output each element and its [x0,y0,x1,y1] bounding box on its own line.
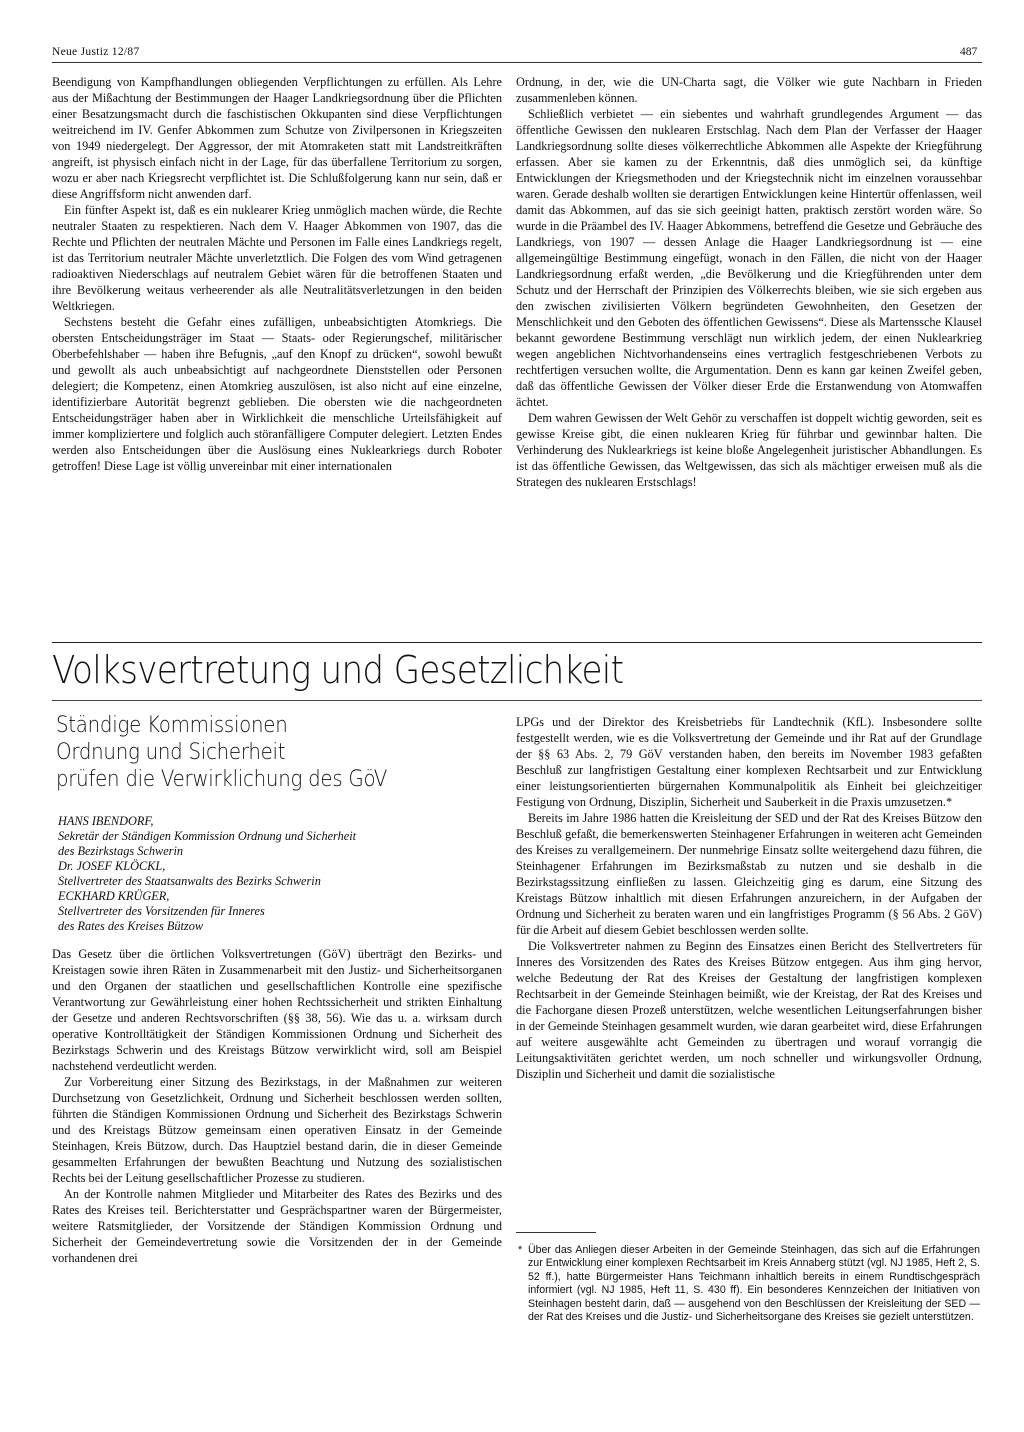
author-line: Stellvertreter des Vorsitzenden für Inneres [58,904,265,918]
article-title-line: prüfen die Verwirklichung des GöV [56,767,388,792]
footnote-marker: * [518,1244,523,1256]
section-rule-bottom [52,700,982,701]
paragraph: Bereits im Jahre 1986 hatten die Kreisleitung der SED und der Rat des Kreises Bützow den Beschluß gefaßt, die bemerkenswerten Steinhagener Erfahrungen in weiteren acht Gemeinden des Kreises zu verallgemeinern. Der nunmehrige Einsatz sollte weitergehend dazu führen, die Steinhagener Erfahrungen im Bezirksmaßstab zu nutzen und sie deshalb in die Bezirkstagssitzung einfließen zu lassen. Gleichzeitig ging es darum, eine Sitzung des Kreistags Bützow inhaltlich mit diesen Erfahrungen anzureichern, in der Aufgaben der Ordnung und Sicherheit zu beraten waren und ein langfristiges Programm (§ 56 Abs. 2 GöV) für die Arbeit auf diesem Gebiet beschlossen werden sollte. [516,811,982,937]
section-title: Volksvertretung und Gesetzlichkeit [52,648,624,692]
article-title-line: Ordnung und Sicherheit [56,740,286,765]
paragraph: Dem wahren Gewissen der Welt Gehör zu verschaffen ist doppelt wichtig geworden, seit es gewisse Kreise gibt, die einen nuklearen Krieg für führbar und gewinnbar halten. Die Verhinderung des Nuklearkriegs ist keine bloße Angelegenheit juristischer Abhandlungen. Es ist das öffentliche Gewissen, das Weltgewissen, das sich als mächtiger erweisen muß als die Strategen des nuklearen Erstschlags! [516,411,982,489]
author-line: Stellvertreter des Staatsanwalts des Bezirks Schwerin [58,874,321,888]
text-column-top-left [52,74,502,474]
text-column-bottom-right [516,714,982,1082]
article-title-line: Ständige Kommissionen [56,713,288,738]
author-line: Dr. JOSEF KLÖCKL, [58,859,166,873]
author-block [58,814,508,934]
header-rule [52,62,982,63]
author-line: HANS IBENDORF, [58,814,154,828]
paragraph: An der Kontrolle nahmen Mitglieder und Mitarbeiter des Rates des Bezirks und des Rates des Kreises teil. Berichterstatter und Gesprächspartner waren der Bürgermeister, weitere Ratsmitglieder, der Vorsitzende der Ständigen Kommission Ordnung und Sicherheit der Gemeindevertretung sowie die Vorsitzenden der in der Gemeinde vorhandenen drei [52,1187,502,1265]
footnote-text: Über das Anliegen dieser Arbeiten in der Gemeinde Steinhagen, das sich auf die Erfahrungen zur Entwicklung einer komplexen Rechtsarbeit im Kreis Annaberg stützt (vgl. NJ 1985, Heft 2, S. 52 ff.), hatte Bürgermeister Hans Teichmann inhaltlich bereits in einem Rundtischgespräch informiert (vgl. NJ 1985, Heft 11, S. 430 ff). Ein besonderes Kennzeichen der Initiativen von Steinhagen besteht darin, daß — ausgehend von den Beschlüssen der Kreisleitung der SED — der Rat des Kreises und die Justiz- und Sicherheitsorgane des Kreises sie gezielt unterstützen. [528,1244,980,1324]
paragraph: Zur Vorbereitung einer Sitzung des Bezirkstags, in der Maßnahmen zur weiteren Durchsetzung von Gesetzlichkeit, Ordnung und Sicherheit beschlossen werden sollten, führten die Ständigen Kommissionen Ordnung und Sicherheit des Bezirkstags Schwerin und des Kreistags Bützow gemeinsam einen operativen Einsatz in der Gemeinde Steinhagen, Kreis Bützow, durch. Das Hauptziel bestand darin, die in dieser Gemeinde gesammelten Erfahrungen der bewußten Beachtung und Nutzung des sozialistischen Rechts bei der Leitung gesellschaftlicher Prozesse zu studieren. [52,1075,502,1185]
paragraph: Schließlich verbietet — ein siebentes und wahrhaft grundlegendes Argument — das öffentliche Gewissen den nuklearen Erstschlag. Nach dem Plan der Verfasser der Haager Landkriegsordnung sollte dieses völkerrechtliche Abkommen alle Aspekte der Kriegführung erfassen. Aber sie kamen zu der Erkenntnis, daß dies unmöglich sei, da künftige Entwicklungen der Kriegsmethoden und der Kriegstechnik nicht im einzelnen voraussehbar waren. Gerade deshalb wollten sie derartigen Entwicklungen keine Hintertür offenlassen, weil damit das Abkommen, auf das sie sich geeinigt hatten, praktisch zerstört worden wäre. So wurde in die Präambel des IV. Haager Abkommens, betreffend die Gesetze und Gebräuche des Landkriegs, von 1907 — dessen Anlage die Haager Landkriegsordnung ist — eine allgemeingültige Bestimmung eingefügt, wonach in den Fällen, die nicht von der Haager Landkriegsordnung erfaßt werden, „die Bevölkerung und die Kriegführenden unter dem Schutz und der Herrschaft der Prinzipien des Völkerrechts bleiben, wie sie sich ergeben aus den zwischen zivilisierten Völkern begründeten Gewohnheiten, den Gesetzen der Menschlichkeit und den Geboten des öffentlichen Gewissens“. Diese als Martenssche Klausel bekannt gewordene Bestimmung verschlägt nun wirklich jedem, der einen Nuklearkrieg wegen angeblichen Nichtvorhandenseins eines vertraglich festgeschriebenen Verbots zu rechtfertigen versuchen wollte, die Argumentation. Denn es kann gar keinen Zweifel geben, daß das öffentliche Gewissen der Völker dieser Erde die Erstanwendung von Atomwaffen ächtet. [516,107,982,409]
footnote-rule [516,1232,596,1233]
text-column-bottom-left [52,946,502,1266]
paragraph: Beendigung von Kampfhandlungen obliegenden Verpflichtungen zu erfüllen. Als Lehre aus der Mißachtung der Bestimmungen der Haager Landkriegsordnung über die Pflichten einer Besatzungsmacht durch die faschistischen Okkupanten sind diese Verpflichtungen weitreichend im IV. Genfer Abkommen zum Schutze von Zivilpersonen in Kriegszeiten von 1949 niedergelegt. Der Aggressor, der mit Atomraketen statt mit Landstreitkräften angreift, ist physisch einfach nicht in der Lage, für das überfallene Territorium zu sorgen, wozu er aber nach Kriegsrecht verpflichtet ist. Die Schlußfolgerung kann nur sein, daß er diese Angriffsform nicht anwenden darf. [52,75,502,201]
paragraph: LPGs und der Direktor des Kreisbetriebs für Landtechnik (KfL). Insbesondere sollte festgestellt werden, wie es die Volksvertretung der Gemeinde und ihr Rat auf der Grundlage der §§ 63 Abs. 2, 79 GöV verstanden haben, den bereits im November 1983 gefaßten Beschluß zur langfristigen Gestaltung einer komplexen Rechtsarbeit und zur Entwicklung einer leistungsorientierten bürgernahen Kommunalpolitik als Einheit bei gleichzeitiger Festigung von Ordnung, Disziplin, Sicherheit und Sauberkeit in die Praxis umzusetzen.* [516,715,982,809]
paragraph: Das Gesetz über die örtlichen Volksvertretungen (GöV) überträgt den Bezirks- und Kreistagen sowie ihren Räten in Zusammenarbeit mit den Justiz- und Sicherheitsorganen und den Organen der staatlichen und gesellschaftlichen Kontrolle eine spezifische Verantwortung zur Gewährleistung einer hohen Rechtssicherheit und strikten Einhaltung der Gesetze und anderen Rechtsvorschriften (§§ 38, 56). Wie das u. a. wirksam durch operative Kontrolltätigkeit der Ständigen Kommissionen Ordnung und Sicherheit des Bezirkstags Schwerin und des Kreistags Bützow verwirklicht wird, soll am Beispiel nachstehend verdeutlicht werden. [52,947,502,1073]
paragraph: Ordnung, in der, wie die UN-Charta sagt, die Völker wie gute Nachbarn in Frieden zusammenleben können. [516,75,982,105]
author-line: ECKHARD KRÜGER, [58,889,170,903]
paragraph: Die Volksvertreter nahmen zu Beginn des Einsatzes einen Bericht des Stellvertreters für Inneres des Vorsitzenden des Rates des Kreises Bützow entgegen. Aus ihm ging hervor, welche Bedeutung der Rat des Kreises der Gestaltung der langfristigen komplexen Rechtsarbeit in der Gemeinde Steinhagen beimißt, wie der Kreistag, der Rat des Kreises und die Fachorgane diesen Prozeß unterstützen, welche wesentlichen Leitungserfahrungen bisher in der Gemeinde Steinhagen gesammelt wurden, wie daran gearbeitet wird, diese Erfahrungen auf weitere ausgewählte acht Gemeinden zu übertragen und worauf vorrangig die Leitungsaktivitäten gerichtet werden, um noch schneller und wirkungsvoller Ordnung, Disziplin und Sicherheit und damit die sozialistische [516,939,982,1081]
section-rule-top [52,642,982,643]
article-title [56,712,488,793]
journal-header: Neue Justiz 12/87 [52,46,140,58]
author-line: Sekretär der Ständigen Kommission Ordnung und Sicherheit [58,829,357,843]
footnote [518,1244,980,1324]
paragraph: Ein fünfter Aspekt ist, daß es ein nuklearer Krieg unmöglich machen würde, die Rechte neutraler Staaten zu respektieren. Nach dem V. Haager Abkommen von 1907, das die Rechte und Pflichten der neutralen Mächte und Personen im Falle eines Landkriegs regelt, ist das Territorium neutraler Mächte unverletztlich. Die Folgen des vom Wind getragenen radioaktiven Niederschlags auf neutralem Gebiet wären für die betroffenen Staaten und ihre Bevölkerung weitaus verheerender als alle Neutralitätsverletzungen in den beiden Weltkriegen. [52,203,502,313]
author-line: des Bezirkstags Schwerin [58,844,184,858]
author-line: des Rates des Kreises Bützow [58,919,204,933]
page-number: 487 [960,46,978,58]
paragraph: Sechstens besteht die Gefahr eines zufälligen, unbeabsichtigten Atomkriegs. Die obersten Entscheidungsträger im Staat — Staats- oder Regierungschef, militärischer Oberbefehlshaber — haben ihre Befugnis, „auf den Knopf zu drücken“, sowohl bewußt und gewollt als auch unbeabsichtigt auf nachgeordnete Dienststellen oder Personen delegiert; die Kompetenz, einen Atomkrieg auszulösen, ist also nicht auf eine einzelne, identifizierbare Autorität begrenzt geblieben. Die obersten wie die nachgeordneten Entscheidungsträger haben aber in Wirklichkeit die menschliche Urteilsfähigkeit auf immer kompliziertere und folglich auch störanfälligere Computer delegiert. Letzten Endes werden also Entscheidungen über die Auslösung eines Nuklearkriegs durch Roboter getroffen! Diese Lage ist völlig unvereinbar mit einer internationalen [52,315,502,473]
text-column-top-right [516,74,982,490]
